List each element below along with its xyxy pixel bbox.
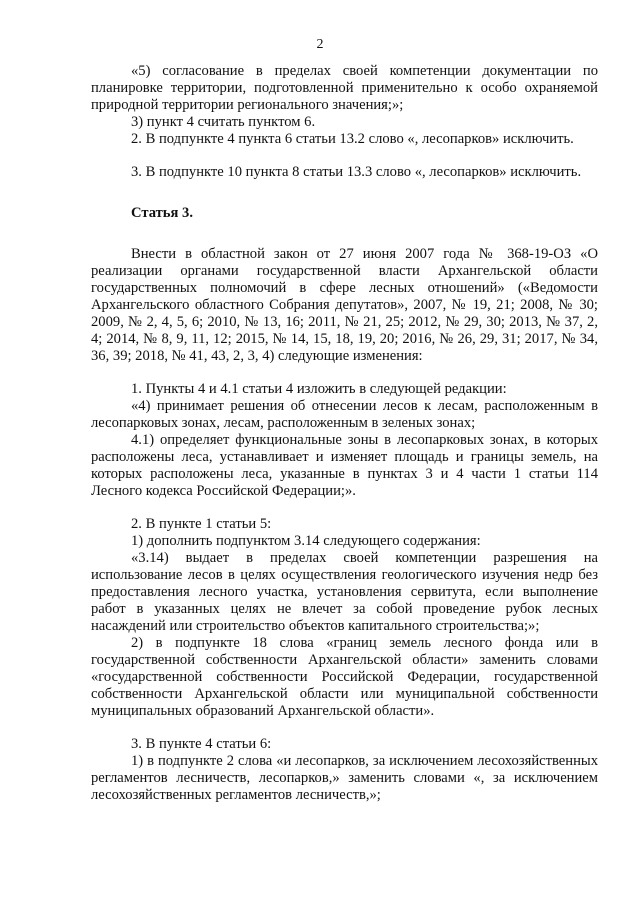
- article-heading: Статья 3.: [131, 205, 193, 221]
- paragraph: 3. В пункте 4 статьи 6:: [131, 736, 272, 752]
- paragraph: Внести в областной закон от 27 июня 2007 года № 368-19-ОЗ «О реализации органами государственной власти Архангельской области государственных полномочий в сфере лесных отношений» («Ведомости Архангельского областного Собрания депутатов», 2007, № 19, 21; 2008, № 30; 2009, № 2, 4, 5, 6; 2010, № 13, 16; 2011, № 21, 25; 2012, № 29, 30; 2013, № 37, 2, 4; 2014, № 8, 9, 11, 12; 2015, № 14, 15, 18, 19, 20; 2016, № 26, 29, 31; 2017, № 34, 36, 39; 2018, № 41, 43, 2, 3, 4) следующие изменения:: [91, 246, 598, 364]
- paragraph: 1) дополнить подпунктом 3.14 следующего содержания:: [131, 533, 481, 549]
- paragraph: 2. В пункте 1 статьи 5:: [131, 516, 272, 532]
- paragraph: 3. В подпункте 10 пункта 8 статьи 13.3 слово «, лесопарков» исключить.: [131, 164, 582, 180]
- paragraph: «4) принимает решения об отнесении лесов к лесам, расположенным в лесопарковых зонах, лесам, расположенным в зеленых зонах;: [91, 398, 598, 431]
- document-body: [91, 63, 598, 804]
- paragraph: 4.1) определяет функциональные зоны в лесопарковых зонах, в которых расположены леса, устанавливает и изменяет площадь и границы земель, на которых расположены леса, указанные в пунктах 3 и 4 части 1 статьи 114 Лесного кодекса Российской Федерации;».: [91, 432, 598, 499]
- page-number: 2: [316, 37, 324, 52]
- paragraph: 2. В подпункте 4 пункта 6 статьи 13.2 слово «, лесопарков» исключить.: [131, 131, 574, 147]
- paragraph: 1. Пункты 4 и 4.1 статьи 4 изложить в следующей редакции:: [131, 381, 507, 397]
- paragraph: 2) в подпункте 18 слова «границ земель лесного фонда или в государственной собственности Архангельской области» заменить словами «государственной собственности Российской Федерации, государственной собственности Архангельской области или муниципальной собственности муниципальных образований Архангельской области».: [91, 635, 598, 719]
- paragraph: 1) в подпункте 2 слова «и лесопарков, за исключением лесохозяйственных регламентов лесничеств, лесопарков,» заменить словами «, за исключением лесохозяйственных регламентов лесничеств,»;: [91, 753, 598, 803]
- paragraph: «3.14) выдает в пределах своей компетенции разрешения на использование лесов в целях осуществления геологического изучения недр без предоставления лесного участка, установления сервитута, если выполнение работ в указанных целях не влечет за собой проведение рубок лесных насаждений или строительство объектов капитального строительства;»;: [91, 550, 598, 634]
- paragraph: «5) согласование в пределах своей компетенции документации по планировке территории, подготовленной применительно к особо охраняемой природной территории регионального значения;»;: [91, 63, 598, 113]
- paragraph: 3) пункт 4 считать пунктом 6.: [131, 114, 316, 130]
